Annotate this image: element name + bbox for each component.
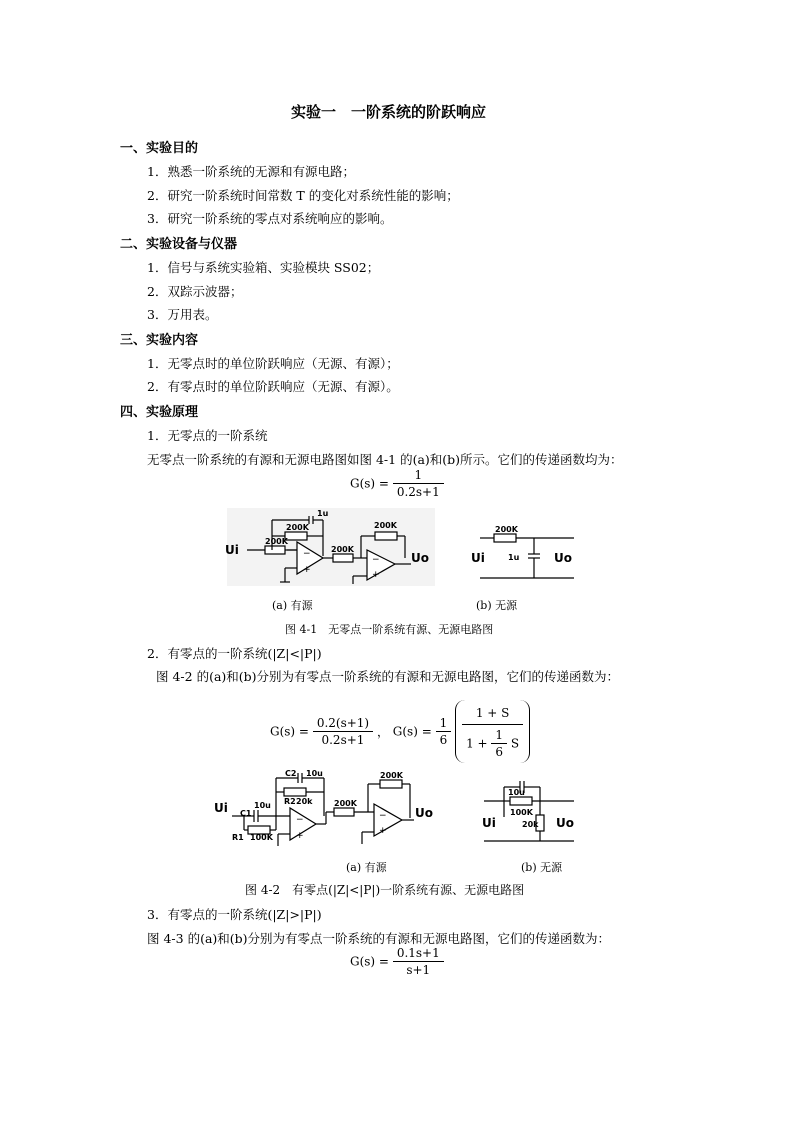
eq-lhs: G(s) = [392,724,432,739]
equation-3 [350,946,444,977]
section-heading: 一、实验目的 [120,141,199,156]
uo-label: Uo [415,806,433,820]
fig1-caption-a: (a) 有源 [272,599,313,612]
r2-f-label: 200K [374,521,397,530]
denominator [462,725,523,759]
denominator: 0.2s+1 [396,485,440,499]
small-fraction [491,728,507,759]
fig1-caption-b: (b) 无源 [476,599,518,612]
coef-fraction [436,716,452,747]
numerator: 0.1s+1 [393,946,444,962]
numerator: 0.2(s+1) [313,716,373,732]
denominator: 6 [439,733,448,747]
r2-in-label: 200K [331,545,354,554]
list-item: 2．有零点时的单位阶跃响应（无源、有源）。 [147,379,399,394]
list-item: 1．信号与系统实验箱、实验模块 SS02； [147,260,380,275]
eq-lhs: G(s) = [350,954,389,969]
numerator: 1 + S [462,704,523,725]
fig2-caption-a: (a) 有源 [346,861,387,874]
minus-sign: − [379,811,387,821]
plus-sign: + [379,826,387,836]
c1-label: C1 [240,809,252,818]
minus-sign: − [372,555,380,565]
fraction [393,946,444,977]
fraction [393,468,444,499]
r2-label: R2 [284,797,296,806]
pass-c-label: 10u [508,788,525,797]
r-f-label: 200K [286,523,309,532]
plus-sign: + [372,570,380,580]
inner-den-post: S [510,736,520,751]
paragraph: 图 4-2 的(a)和(b)分别为有零点一阶系统的有源和无源电路图，它们的传递函数为： [156,669,620,684]
pass-ui-label: Ui [471,551,485,565]
r1-value-label: 100K [250,833,273,842]
list-item: 2．双踪示波器； [147,284,243,299]
minus-sign: − [303,549,311,559]
fig2-caption-b: (b) 无源 [521,861,563,874]
pass-r2-label: 20k [522,820,539,829]
page-title: 实验一 一阶系统的阶跃响应 [291,103,487,121]
c2-value-label: 10u [306,769,323,778]
c1-value-label: 10u [254,801,271,810]
denominator: 0.2s+1 [321,733,365,747]
pass-c-label: 1u [508,553,520,562]
equation-2 [270,700,530,763]
list-item: 1．熟悉一阶系统的无源和有源电路； [147,164,355,179]
section-heading: 二、实验设备与仪器 [120,237,238,252]
inner-fraction [462,704,523,759]
r2-value-label: 20k [296,797,313,806]
subsection-title: 2．有零点的一阶系统(|Z|<|P|) [147,646,322,661]
bracket [455,700,530,763]
plus-sign: + [303,565,311,575]
figure-4-1b-passive-circuit [468,524,576,582]
fig2-caption: 图 4-2 有零点(|Z|<|P|)一阶系统有源、无源电路图 [245,883,525,897]
c-f-label: 1u [317,509,329,518]
r1-label: R1 [232,833,244,842]
subsection-title: 1．无零点的一阶系统 [147,428,268,443]
fig1-caption: 图 4-1 无零点一阶系统有源、无源电路图 [285,623,494,636]
paragraph: 图 4-3 的(a)和(b)分别为有零点一阶系统的有源和无源电路图，它们的传递函数为： [147,931,611,946]
paragraph: 无零点一阶系统的有源和无源电路图如图 4-1 的(a)和(b)所示。它们的传递函数均为： [147,452,623,467]
fraction [313,716,373,747]
plus-sign: + [296,831,304,841]
numerator: 1 [491,728,507,744]
subsection-title: 3．有零点的一阶系统(|Z|>|P|) [147,907,322,922]
r-in-label: 200K [265,537,288,546]
section-heading: 三、实验内容 [120,333,199,348]
figure-4-2a-active-circuit [214,768,436,848]
pass-r-label: 200K [495,525,518,534]
c2-label: C2 [285,769,297,778]
pass-ui-label: Ui [482,816,496,830]
eq-lhs: G(s) = [350,476,389,491]
list-item: 1．无零点时的单位阶跃响应（无源、有源）； [147,356,399,371]
uo-label: Uo [411,551,429,565]
r3-label: 200K [334,799,357,808]
numerator: 1 [393,468,444,484]
figure-4-2b-passive-circuit [480,775,576,847]
eq-lhs: G(s) = [270,724,309,739]
pass-r-label: 100K [510,808,533,817]
pass-uo-label: Uo [554,551,572,565]
list-item: 2．研究一阶系统时间常数 T 的变化对系统性能的影响； [147,188,459,203]
list-item: 3．万用表。 [147,307,218,322]
r4-label: 200K [380,771,403,780]
equation-1 [350,468,444,499]
ui-label: Ui [225,543,239,557]
minus-sign: − [296,815,304,825]
pass-uo-label: Uo [556,816,574,830]
ui-label: Ui [214,801,228,815]
list-item: 3．研究一阶系统的零点对系统响应的影响。 [147,211,393,226]
separator: ， [376,725,389,739]
numerator: 1 [436,716,452,732]
denominator: s+1 [406,963,431,977]
figure-4-1a-active-circuit [225,506,437,588]
section-heading: 四、实验原理 [120,405,199,420]
inner-den-pre: 1 + [466,736,488,751]
denominator: 6 [495,745,504,759]
